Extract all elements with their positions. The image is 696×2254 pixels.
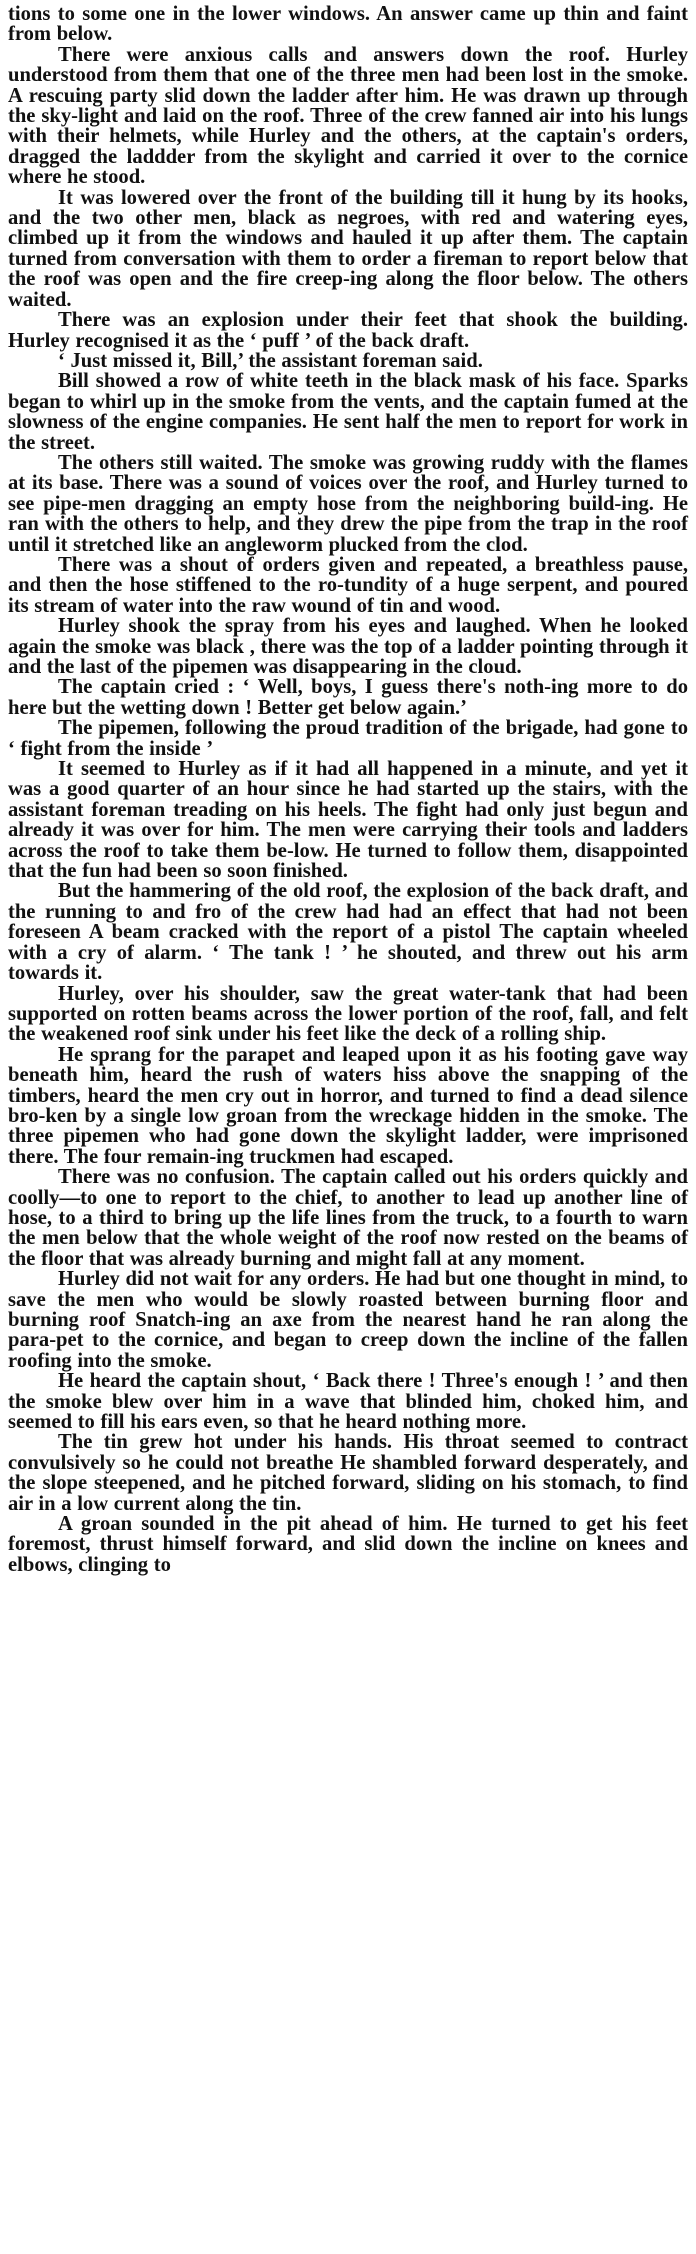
paragraph-17: Hurley did not wait for any orders. He had but one thought in mind, to save the men who would be slowly roasted between burning floor and burning roof Snatch-ing an axe from the nearest hand he ran along the para-pet to the cornice, and began to creep down the incline of the fallen roofing into the smoke. [8,1268,688,1372]
paragraph-12: It seemed to Hurley as if it had all happened in a minute, and yet it was a good quarter of an hour since he had started up the stairs, with the assistant foreman treading on his heels. The fight had only just begun and already it was over for him. The men were carrying their tools and ladders across the roof to take them be-low. He turned to follow them, disappointed that the fun had been so soon finished. [8,758,688,883]
paragraph-5: ‘ Just missed it, Bill,’ the assistant foreman said. [58,349,483,372]
paragraph-1: tions to some one in the lower windows. An answer came up thin and faint from below. [8,3,688,46]
paragraph-4: There was an explosion under their feet that shook the building. Hurley recognised it as the ‘ puff ’ of the back draft. [8,309,688,352]
paragraph-9: Hurley shook the spray from his eyes and laughed. When he looked again the smoke was black , there was the top of a ladder pointing through it and the last of the pipemen was disappearing in the cloud. [8,615,688,678]
paragraph-18: He heard the captain shout, ‘ Back there ! Three's enough ! ’ and then the smoke blew over him in a wave that blinded him, choked him, and seemed to fill his ears even, so that he heard nothing more. [8,1370,688,1434]
paragraph-7: The others still waited. The smoke was growing ruddy with the flames at its base. There was a sound of voices over the roof, and Hurley turned to see pipe-men dragging an empty hose from the neighboring build-ing. He ran with the others to help, and they drew the pipe from the trap in the roof until it stretched like an angleworm plucked from the clod. [8,451,688,556]
paragraph-10: The captain cried : ‘ Well, boys, I guess there's noth-ing more to do here but the wetting down ! Better get below again.’ [8,676,688,719]
paragraph-2: There were anxious calls and answers down the roof. Hurley understood from them that one of the three men had been lost in the smoke. A rescuing party slid down the ladder after him. He was drawn up through the sky-light and laid on the roof. Three of the crew fanned air into his lungs with their helmets, while Hurley and the others, at the captain's orders, dragged the laddder from the skylight and carried it over to the cornice where he stood. [8,43,688,189]
paragraph-3: It was lowered over the front of the building till it hung by its hooks, and the two other men, black as negroes, with red and watering eyes, climbed up it from the windows and hauled it up after them. The captain turned from conversation with them to order a fireman to report below that the roof was open and the fire creep-ing along the floor below. The others waited. [8,186,688,311]
paragraph-6: Bill showed a row of white teeth in the black mask of his face. Sparks began to whirl up in the smoke from the vents, and the captain fumed at the slowness of the engine companies. He sent half the men to report for work in the street. [8,370,688,454]
paragraph-19: The tin grew hot under his hands. His throat seemed to contract convulsively so he could not breathe He shambled forward desperately, and the slope steepened, and he pitched forward, sliding on his stomach, to find air in a low current along the tin. [8,1431,688,1515]
paragraph-20: A groan sounded in the pit ahead of him. He turned to get his feet foremost, thrust himself forward, and slid down the incline on knees and elbows, clinging to [8,1513,688,1576]
paragraph-15: He sprang for the parapet and leaped upon it as his footing gave way beneath him, heard the rush of waters hiss above the snapping of the timbers, heard the men cry out in horror, and turned to find a dead silence bro-ken by a single low groan from the wreckage hidden in the smoke. The three pipemen who had gone down the skylight ladder, were imprisoned there. The four remain-ing truckmen had escaped. [8,1043,688,1168]
paragraph-8: There was a shout of orders given and repeated, a breathless pause, and then the hose stiffened to the ro-tundity of a huge serpent, and poured its stream of water into the raw wound of tin and wood. [8,553,688,617]
paragraph-14: Hurley, over his shoulder, saw the great water-tank that had been supported on rotten beams across the lower portion of the roof, fall, and felt the weakened roof sink under his feet like the deck of a rolling ship. [8,982,688,1046]
paragraph-13: But the hammering of the old roof, the explosion of the back draft, and the running to and fro of the crew had had an effect that had not been foreseen A beam cracked with the report of a pistol The captain wheeled with a cry of alarm. ‘ The tank ! ’ he shouted, and threw out his arm towards it. [8,880,688,985]
paragraph-16: There was no confusion. The captain called out his orders quickly and coolly—to one to report to the chief, to another to lead up another line of hose, to a third to bring up the life lines from the truck, to a fourth to warn the men below that the whole weight of the roof now rested on the beams of the floor that was already burning and might fall at any moment. [8,1166,688,1270]
paragraph-11: The pipemen, following the proud tradition of the brigade, had gone to ‘ fight from the inside ’ [8,717,688,760]
